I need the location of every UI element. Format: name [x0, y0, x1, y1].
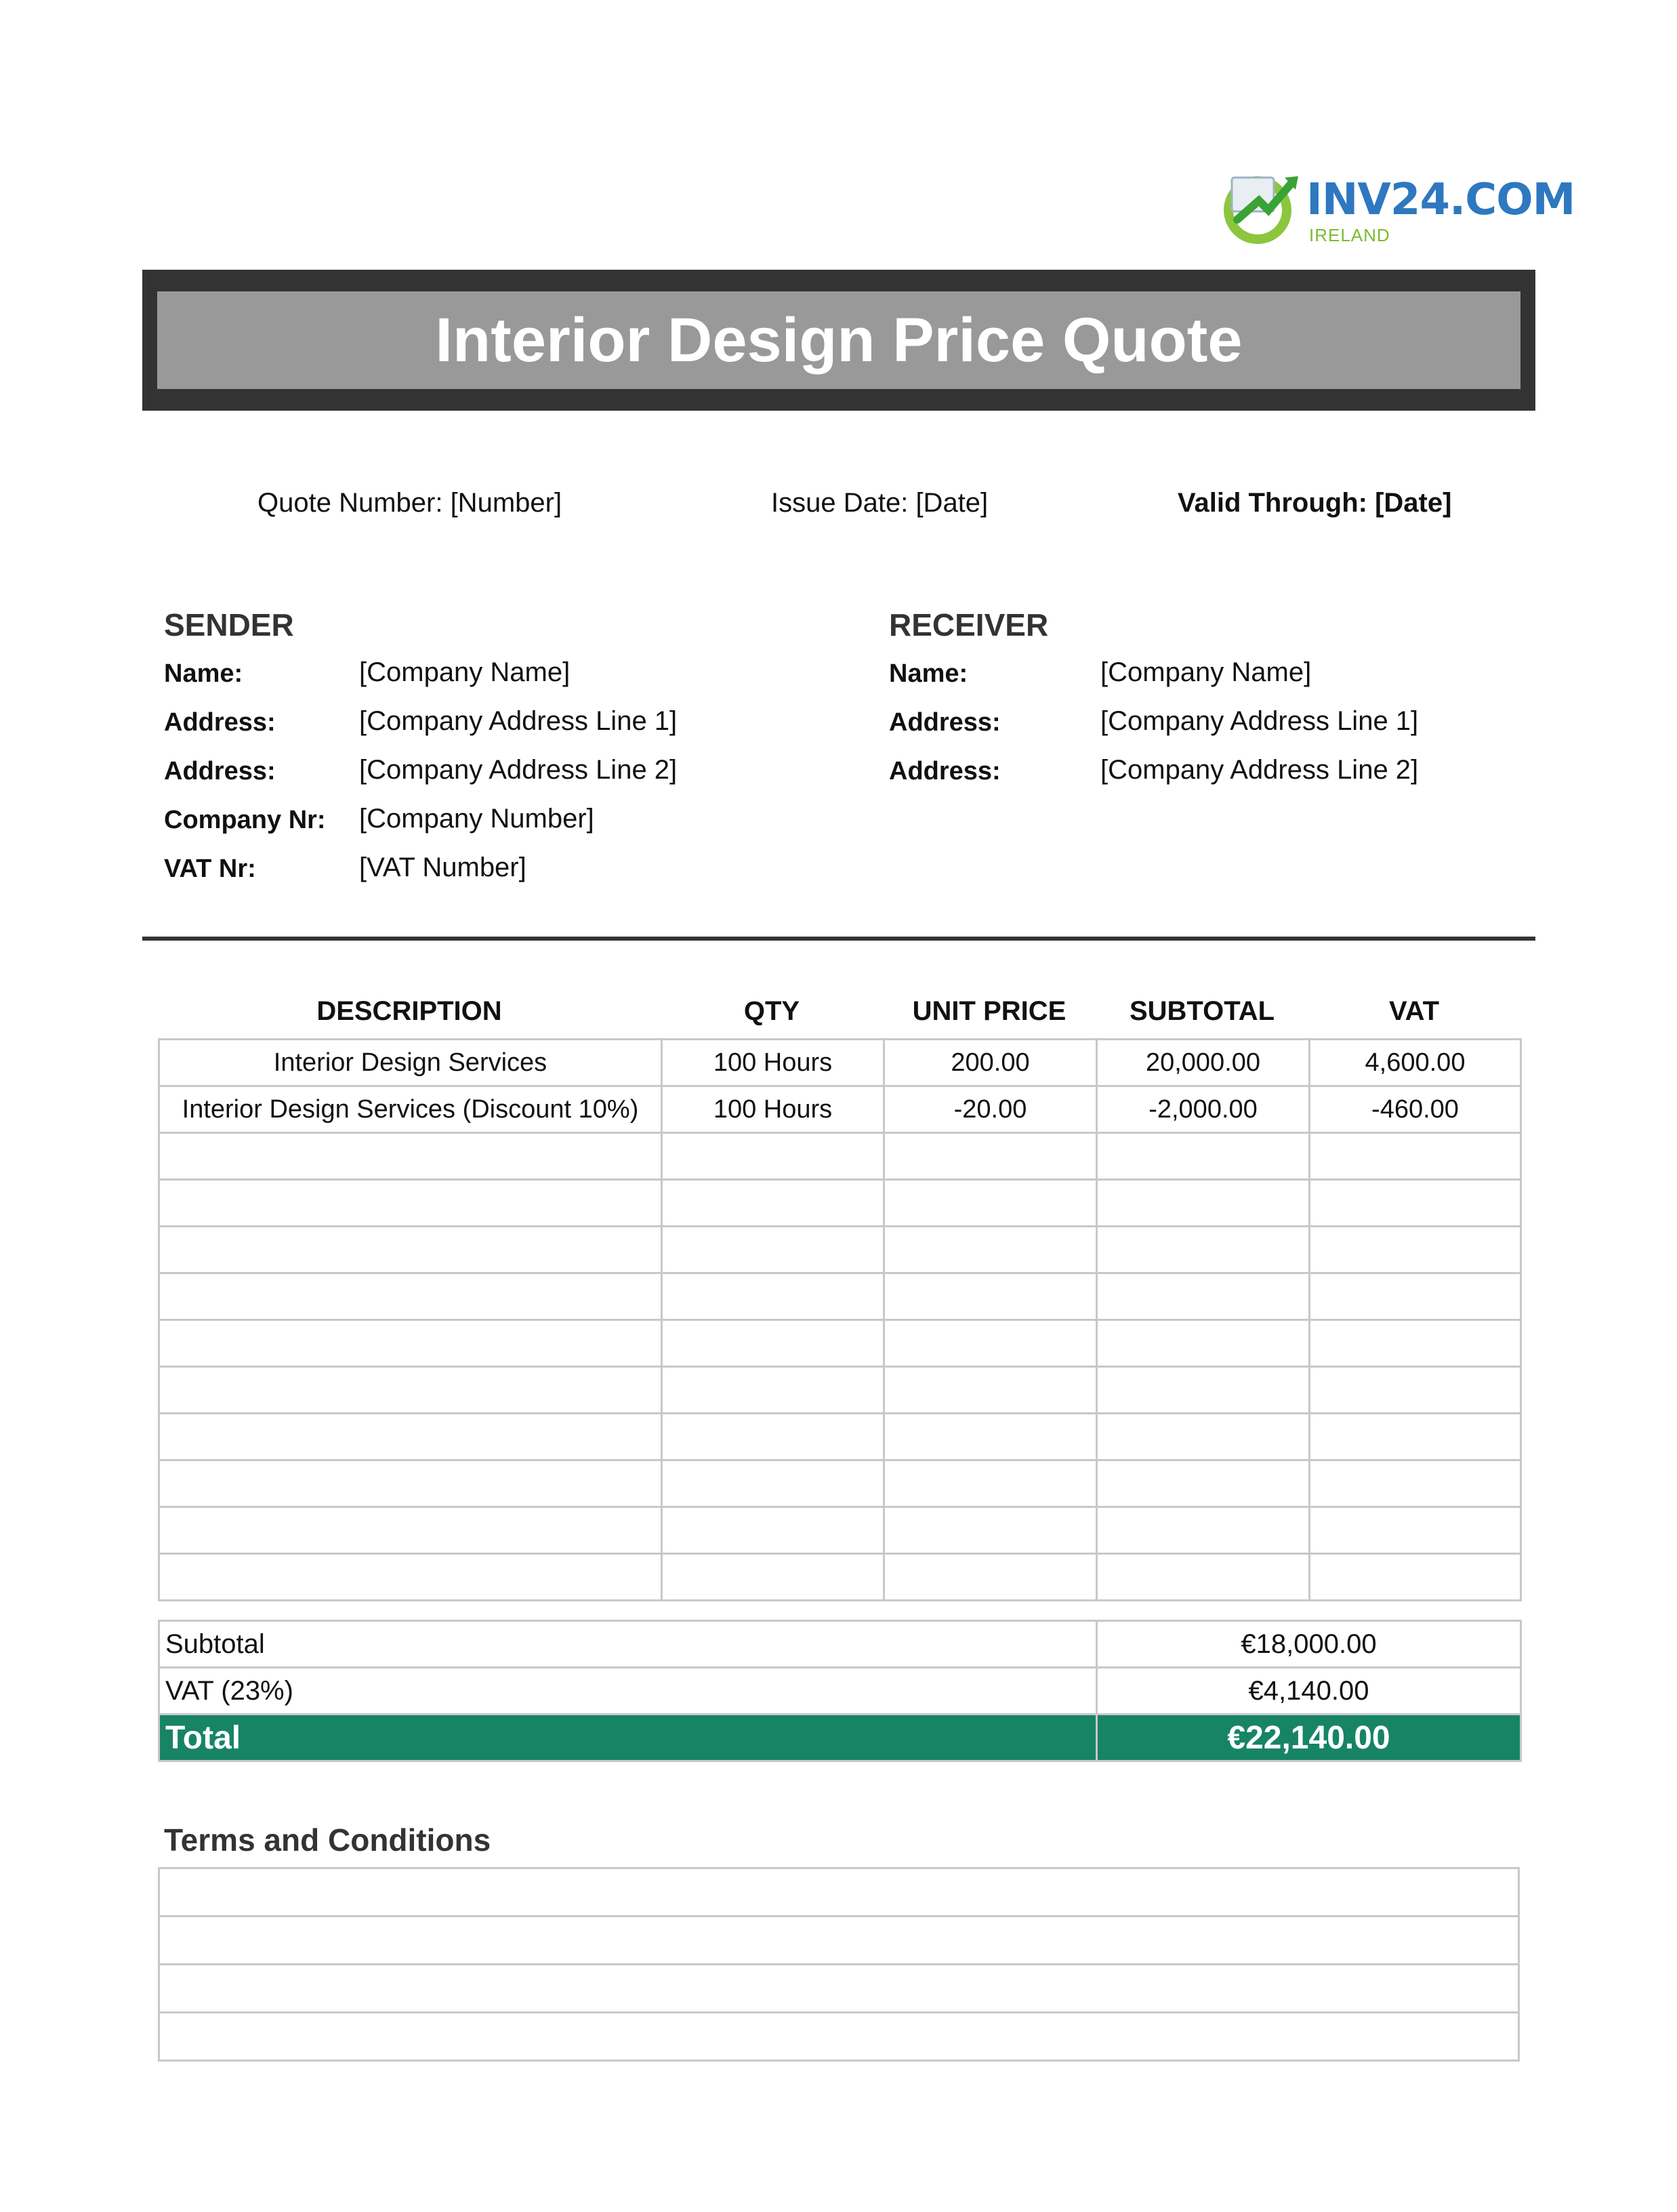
empty-cell: [884, 1180, 1097, 1227]
sender-label: Name:: [164, 659, 243, 688]
empty-cell: [1097, 1367, 1310, 1414]
sender-value: [Company Number]: [359, 804, 594, 834]
empty-item-rows: [159, 1133, 1521, 1601]
terms-heading: Terms and Conditions: [164, 1822, 491, 1858]
empty-cell: [1310, 1180, 1521, 1227]
sender-heading: SENDER: [164, 607, 294, 642]
receiver-value: [Company Address Line 2]: [1100, 755, 1419, 785]
empty-cell: [884, 1414, 1097, 1460]
sender-label: Company Nr:: [164, 806, 326, 834]
item-description: Interior Design Services: [159, 1040, 662, 1086]
terms-cell: [159, 2013, 1519, 2061]
item-description: Interior Design Services (Discount 10%): [159, 1086, 662, 1133]
empty-cell: [1310, 1414, 1521, 1460]
title-banner: [157, 291, 1520, 389]
logo-brand: INV24.COM: [1306, 175, 1575, 225]
terms-row: [159, 2013, 1519, 2061]
logo: [1220, 163, 1575, 251]
receiver-label: Address:: [889, 757, 1001, 785]
terms-cell: [159, 1868, 1519, 1917]
empty-cell: [884, 1507, 1097, 1554]
subtotal-value: €18,000.00: [1097, 1621, 1521, 1668]
empty-cell: [1097, 1273, 1310, 1320]
empty-cell: [662, 1507, 884, 1554]
total-row: [159, 1715, 1521, 1761]
item-vat: -460.00: [1310, 1086, 1521, 1133]
receiver-label: Name:: [889, 659, 968, 688]
terms-row: [159, 1917, 1519, 1965]
empty-cell: [159, 1133, 662, 1180]
receiver-heading: RECEIVER: [889, 607, 1049, 642]
empty-cell: [884, 1554, 1097, 1601]
empty-cell: [159, 1414, 662, 1460]
item-vat: 4,600.00: [1310, 1040, 1521, 1086]
table-row: [159, 1554, 1521, 1601]
header-subtotal: SUBTOTAL: [1129, 996, 1275, 1026]
empty-cell: [884, 1367, 1097, 1414]
receiver-label: Address:: [889, 708, 1001, 737]
vat-label: VAT (23%): [159, 1668, 1097, 1715]
empty-cell: [884, 1273, 1097, 1320]
empty-cell: [662, 1460, 884, 1507]
empty-cell: [662, 1227, 884, 1273]
item-qty: 100 Hours: [662, 1086, 884, 1133]
empty-cell: [159, 1180, 662, 1227]
sender-value: [Company Address Line 1]: [359, 706, 678, 736]
terms-table: [158, 1867, 1520, 2062]
terms-cell: [159, 1917, 1519, 1965]
sender-value: [Company Name]: [359, 657, 571, 687]
empty-cell: [662, 1554, 884, 1601]
empty-cell: [662, 1273, 884, 1320]
empty-cell: [159, 1554, 662, 1601]
totals-table: [158, 1620, 1522, 1762]
subtotal-row: [159, 1621, 1521, 1668]
empty-cell: [662, 1320, 884, 1367]
empty-cell: [662, 1180, 884, 1227]
table-row: [159, 1414, 1521, 1460]
empty-cell: [662, 1133, 884, 1180]
empty-cell: [662, 1414, 884, 1460]
table-row: [159, 1320, 1521, 1367]
sender-label: Address:: [164, 708, 276, 737]
table-row: [159, 1507, 1521, 1554]
sender-label: Address:: [164, 757, 276, 785]
item-unit-price: 200.00: [884, 1040, 1097, 1086]
empty-cell: [1310, 1133, 1521, 1180]
vat-row: [159, 1668, 1521, 1715]
empty-cell: [159, 1460, 662, 1507]
header-vat: VAT: [1388, 996, 1440, 1026]
total-label: Total: [159, 1715, 1097, 1761]
empty-cell: [1097, 1180, 1310, 1227]
logo-subtitle: IRELAND: [1309, 225, 1390, 245]
table-row: [159, 1086, 1521, 1133]
header-unit-price: UNIT PRICE: [912, 996, 1067, 1026]
item-subtotal: -2,000.00: [1097, 1086, 1310, 1133]
empty-cell: [1310, 1320, 1521, 1367]
empty-cell: [159, 1273, 662, 1320]
sender-value: [VAT Number]: [359, 853, 526, 882]
empty-cell: [662, 1367, 884, 1414]
table-row: [159, 1180, 1521, 1227]
empty-cell: [884, 1227, 1097, 1273]
empty-cell: [1097, 1460, 1310, 1507]
table-row: [159, 1040, 1521, 1086]
empty-cell: [1310, 1507, 1521, 1554]
table-row: [159, 1460, 1521, 1507]
empty-cell: [1097, 1320, 1310, 1367]
empty-cell: [1097, 1507, 1310, 1554]
issue-date: Issue Date: [Date]: [771, 488, 989, 518]
empty-cell: [1310, 1273, 1521, 1320]
total-value: €22,140.00: [1097, 1715, 1521, 1761]
item-subtotal: 20,000.00: [1097, 1040, 1310, 1086]
page-title: Interior Design Price Quote: [435, 305, 1243, 375]
empty-cell: [159, 1320, 662, 1367]
logo-check-icon: [1220, 163, 1304, 247]
table-row: [159, 1227, 1521, 1273]
empty-cell: [884, 1460, 1097, 1507]
empty-cell: [1097, 1554, 1310, 1601]
terms-row: [159, 1868, 1519, 1917]
table-row: [159, 1273, 1521, 1320]
empty-cell: [159, 1367, 662, 1414]
table-row: [159, 1367, 1521, 1414]
vat-value: €4,140.00: [1097, 1668, 1521, 1715]
empty-cell: [884, 1133, 1097, 1180]
empty-cell: [884, 1320, 1097, 1367]
empty-cell: [1310, 1554, 1521, 1601]
header-description: DESCRIPTION: [316, 996, 502, 1026]
sender-value: [Company Address Line 2]: [359, 755, 678, 785]
empty-cell: [1310, 1227, 1521, 1273]
receiver-value: [Company Address Line 1]: [1100, 706, 1419, 736]
empty-cell: [1310, 1367, 1521, 1414]
terms-row: [159, 1965, 1519, 2013]
valid-through: Valid Through: [Date]: [1178, 488, 1452, 518]
empty-cell: [159, 1507, 662, 1554]
section-divider: [142, 937, 1535, 941]
empty-cell: [159, 1227, 662, 1273]
empty-cell: [1097, 1133, 1310, 1180]
empty-cell: [1097, 1227, 1310, 1273]
empty-cell: [1097, 1414, 1310, 1460]
item-unit-price: -20.00: [884, 1086, 1097, 1133]
terms-cell: [159, 1965, 1519, 2013]
items-table: [158, 1038, 1522, 1601]
quote-number: Quote Number: [Number]: [257, 488, 562, 518]
header-qty: QTY: [743, 996, 800, 1026]
item-qty: 100 Hours: [662, 1040, 884, 1086]
sender-label: VAT Nr:: [164, 855, 256, 883]
empty-cell: [1310, 1460, 1521, 1507]
subtotal-label: Subtotal: [159, 1621, 1097, 1668]
table-row: [159, 1133, 1521, 1180]
receiver-value: [Company Name]: [1100, 657, 1312, 687]
